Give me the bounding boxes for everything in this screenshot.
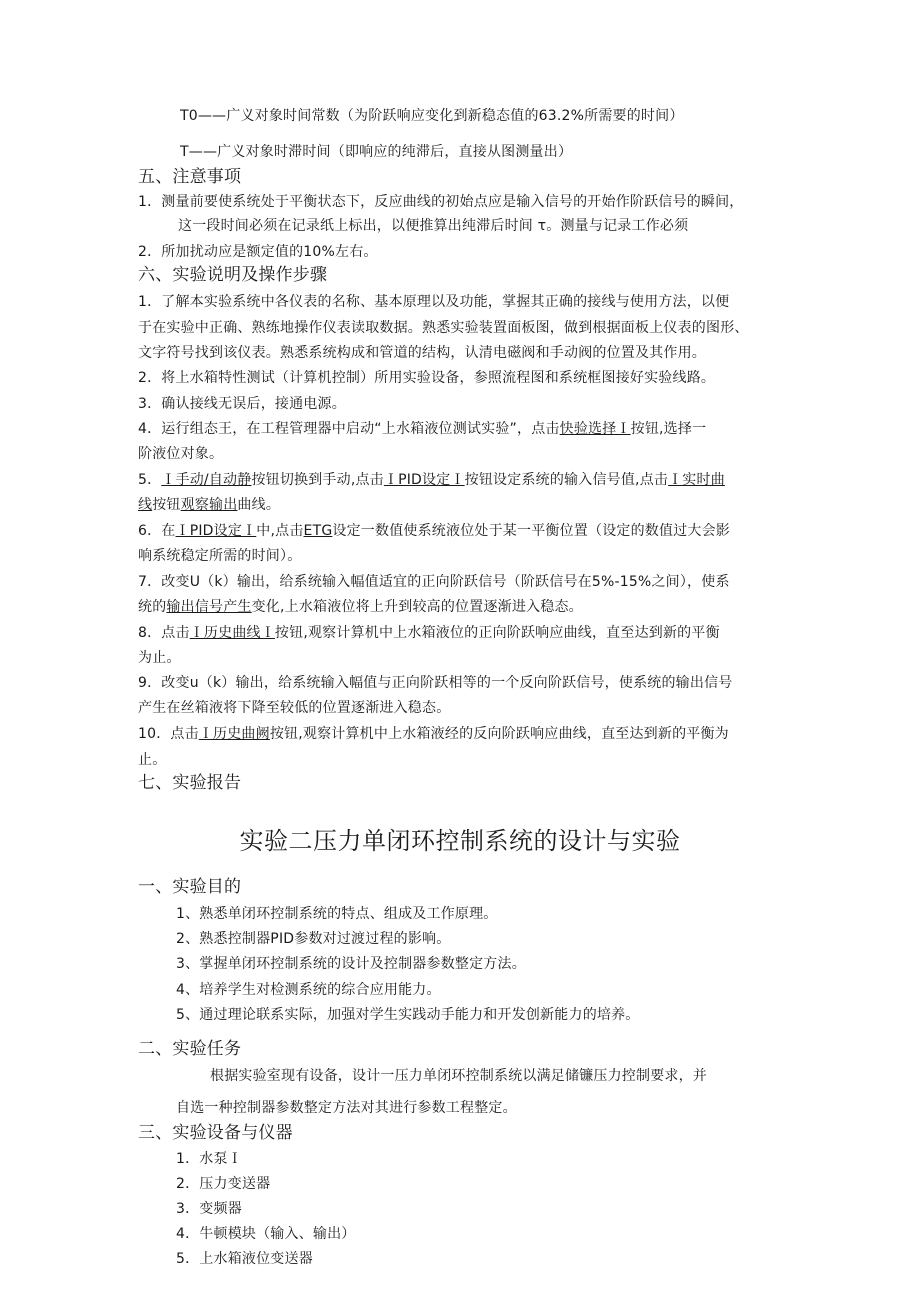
page-title: 实验二压力单闭环控制系统的设计与实验	[239, 827, 681, 855]
history-curve-button-ref-2: Ｉ历史曲阙	[198, 726, 270, 742]
section-heading-notes: 五、注意事项	[138, 167, 242, 187]
section-heading-report: 七、实验报告	[138, 773, 242, 793]
step-1: 1．了解本实验系统中各仪表的名称、基本原理以及功能，掌握其正确的接线与使用方法，以便	[138, 294, 730, 310]
step-6-cont: 响系统稳定所需的时间）。	[138, 548, 302, 564]
task-text: 根据实验室现有设备，设计一压力单闭环控制系统以满足储镰压力控制要求，并	[210, 1068, 707, 1084]
step-7-cont: 统的输出信号产生变化,上水箱液位将上升到较高的位置逐渐进入稳态。	[138, 599, 583, 615]
section-heading-goals: 一、实验目的	[138, 877, 242, 897]
pid-setting-button-ref: ＩPID设定Ｉ	[383, 472, 465, 488]
step-8: 8．点击Ｉ历史曲线Ｉ按钮,观察计算机中上水箱液位的正向阶跃响应曲线，直至达到新的平衡	[138, 625, 720, 641]
history-curve-button-ref: Ｉ历史曲线Ｉ	[189, 625, 275, 641]
equipment-item: 1．水泵Ｉ	[176, 1151, 242, 1167]
equipment-item: 3．变频器	[176, 1201, 242, 1217]
definition-t0: T0——广义对象时间常数（为阶跃响应变化到新稳态值的63.2%所需要的时间）	[180, 108, 684, 124]
equipment-item: 4．牛顿模块（输入、输出）	[176, 1226, 356, 1242]
step-6: 6．在ＩPID设定Ｉ中,点击ETG设定一数值使系统液位处于某一平衡位置（设定的数值过大会影	[138, 523, 730, 539]
goal-item: 4、培养学生对检测系统的综合应用能力。	[176, 982, 441, 998]
goal-item: 2、熟悉控制器PID参数对过渡过程的影响。	[176, 931, 451, 947]
step-1-cont-a: 于在实验中正确、熟练地操作仪表读取数据。熟悉实验装置面板图，做到根据面板上仪表的图形、	[138, 320, 749, 336]
step-4-cont: 阶液位对象。	[138, 446, 224, 462]
note-item-1-cont: 这一段时间必须在记录纸上标出，以便推算出纯滞后时间 τ。测量与记录工作必须	[178, 218, 689, 234]
task-text-cont: 自选一种控制器参数整定方法对其进行参数工程整定。	[176, 1100, 517, 1116]
step-7: 7．改变U（k）输出，给系统输入幅值适宜的正向阶跃信号（阶跃信号在5%-15%之间），使系	[138, 574, 730, 590]
step-10: 10．点击Ｉ历史曲阙按钮,观察计算机中上水箱液经的反向阶跃响应曲线，直至达到新的平衡为	[138, 726, 729, 742]
note-item-2: 2．所加扰动应是额定值的10%左右。	[138, 244, 378, 260]
step-10-cont: 止。	[138, 752, 167, 768]
step-9-cont: 产生在丝箱液将下降至较低的位置逐渐进入稳态。	[138, 700, 451, 716]
section-heading-steps: 六、实验说明及操作步骤	[138, 265, 328, 285]
equipment-item: 5．上水箱液位变送器	[176, 1251, 313, 1267]
pid-setting-ref: ＩPID设定Ｉ	[175, 523, 257, 539]
goal-item: 3、掌握单闭环控制系统的设计及控制器参数整定方法。	[176, 956, 526, 972]
step-5-cont: 线按钮观察输出曲线。	[138, 497, 281, 513]
section-heading-equipment: 三、实验设备与仪器	[138, 1123, 293, 1143]
equipment-item: 2．压力变送器	[176, 1176, 271, 1192]
realtime-curve-button-ref: Ｉ实时曲	[668, 472, 725, 488]
step-9: 9．改变u（k）输出，给系统输入幅值与正向阶跃相等的一个反向阶跃信号，使系统的输出信号	[138, 675, 733, 691]
step-3: 3．确认接线无误后，接通电源。	[138, 396, 346, 412]
note-item-1: 1．测量前要使系统处于平衡状态下，反应曲线的初始点应是输入信号的开始作阶跃信号的瞬间，	[138, 194, 744, 210]
step-5: 5．Ｉ手动/自动静按钮切换到手动,点击ＩPID设定Ｉ按钮设定系统的输入信号值,点击Ｉ实时曲	[138, 472, 725, 488]
step-8-cont: 为止。	[138, 650, 181, 666]
goal-item: 5、通过理论联系实际，加强对学生实践动手能力和开发创新能力的培养。	[176, 1007, 640, 1023]
section-heading-task: 二、实验任务	[138, 1039, 242, 1059]
step-1-cont-b: 文字符号找到该仪表。熟悉系统构成和管道的结构，认清电磁阀和手动阀的位置及其作用。	[138, 345, 706, 361]
quick-select-button-ref: 快验选择Ｉ	[559, 421, 631, 437]
step-4: 4．运行组态王，在工程管理器中启动“上水箱液位测试实验”，点击快验选择Ｉ按钮,选择一	[138, 421, 707, 437]
manual-auto-button-ref: Ｉ手动/自动静	[161, 472, 252, 488]
etg-ref: ETG	[303, 523, 333, 539]
step-2: 2．将上水箱特性测试（计算机控制）所用实验设备，参照流程图和系统框图接好实验线路。	[138, 370, 716, 386]
goal-item: 1、熟悉单闭环控制系统的特点、组成及工作原理。	[176, 906, 498, 922]
definition-tau: T——广义对象时滞时间（即响应的纯滞后，直接从图测量出）	[180, 144, 573, 160]
